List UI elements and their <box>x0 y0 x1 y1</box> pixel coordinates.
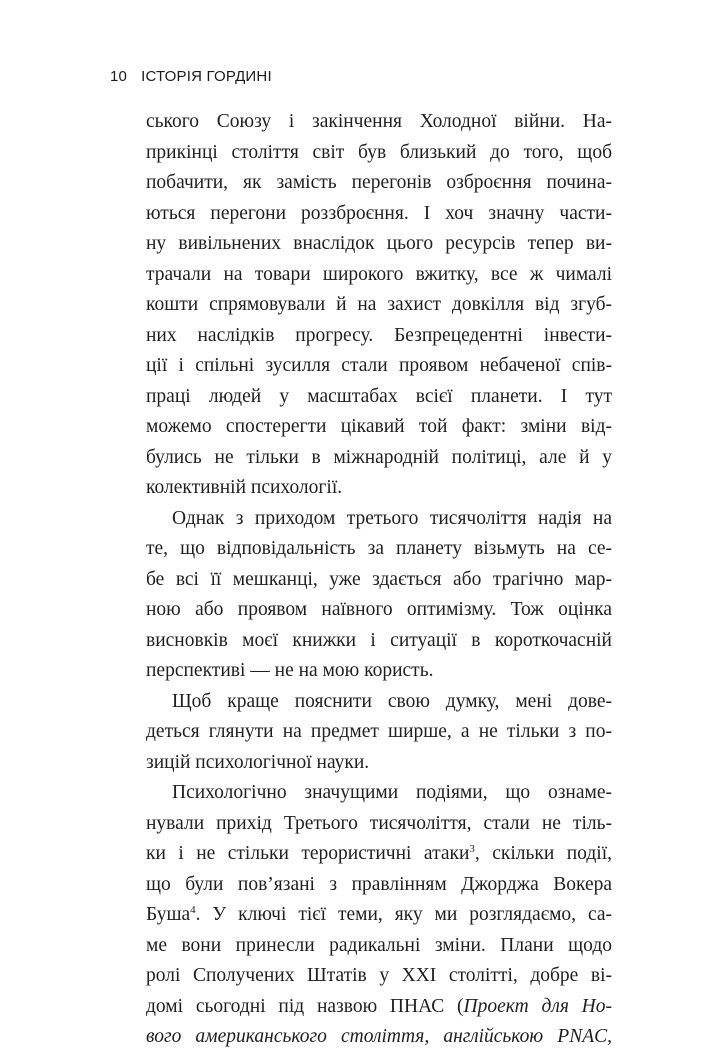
text-line: колективній психології. <box>146 477 343 498</box>
running-head <box>110 68 272 85</box>
text-line: ського Союзу і закінчення Холодної війни. На- <box>146 111 612 132</box>
page-number: 10 <box>110 68 128 85</box>
text-line: праці людей у масштабах всієї планети. І тут <box>146 385 612 407</box>
text-line-with-italic <box>146 992 612 1023</box>
text-line: побачити, як замість перегонів озброєння почина- <box>146 172 612 193</box>
text-line: булись не тільки в міжнародній політиці, але й у <box>146 446 612 468</box>
paragraph-2 <box>146 504 612 687</box>
italic-title-fragment: Проект для Но- <box>463 995 612 1017</box>
text-line-with-italic <box>146 1022 612 1053</box>
book-title: ІСТОРІЯ ГОРДИНІ <box>141 68 272 85</box>
text-fragment: . У ключі тієї теми, яку ми розглядаємо, са- <box>195 904 612 925</box>
text-line: ме вони принесли радикальні зміни. Плани щодо <box>146 934 612 956</box>
text-line-with-footnote <box>146 900 612 931</box>
paragraph-3 <box>146 687 612 779</box>
text-line: нували прихід Третього тисячоліття, стали не тіль- <box>146 812 612 834</box>
text-line: зицій психологічної науки. <box>146 751 370 773</box>
text-line: можемо спостерегти цікавий той факт: зміни від- <box>146 416 612 437</box>
text-line: Щоб краще пояснити свою думку, мені дове- <box>172 690 612 712</box>
text-line: ною або проявом наївного оптимізму. Тож оцінка <box>146 599 612 620</box>
text-line: них наслідків прогресу. Безпрецедентні інвести- <box>146 324 612 346</box>
text-fragment: ки і не стільки терористичні атаки <box>146 843 470 864</box>
paragraph-4 <box>146 778 612 1053</box>
text-line: те, що відповідальність за планету візьмуть на се- <box>146 538 612 559</box>
body-text <box>146 107 612 1053</box>
text-fragment: домі сьогодні під назвою ПНАС ( <box>146 995 464 1017</box>
paragraph-1 <box>146 107 612 504</box>
text-line: Однак з приходом третього тисячоліття надія на <box>172 507 612 529</box>
text-line: прикінці століття світ був близький до того, щоб <box>146 141 612 163</box>
text-line: деться глянути на предмет ширше, а не тільки з по- <box>146 721 612 742</box>
text-line: що були пов’язані з правлінням Джорджа Вокера <box>146 873 612 895</box>
text-fragment: , скільки події, <box>474 843 612 864</box>
italic-title-fragment: вого американського століття, англійською PNAC, <box>146 1026 612 1047</box>
text-line: трачали на товари широкого вжитку, все ж чималі <box>146 263 612 285</box>
footnote-mark[interactable]: 4 <box>190 904 196 916</box>
text-line: Психологічно значущими подіями, що ознаме- <box>172 782 612 803</box>
footnote-mark[interactable]: 3 <box>469 843 475 855</box>
text-line: перспективі — не на мою користь. <box>146 660 434 681</box>
text-line: бе всі її мешканці, уже здається або трагічно мар- <box>146 568 612 590</box>
text-line: ролі Сполучених Штатів у ХХІ столітті, добре ві- <box>146 965 612 986</box>
text-line: висновків моєї книжки і ситуації в короткочасній <box>146 629 612 651</box>
text-line-with-footnote <box>146 839 612 870</box>
text-line: ну вивільнених внаслідок цього ресурсів тепер ви- <box>146 233 612 254</box>
text-line: кошти спрямовували й на захист довкілля від згуб- <box>146 294 612 315</box>
text-fragment: Буша <box>146 904 191 925</box>
text-line: ції і спільні зусилля стали проявом небаченої спів- <box>146 355 612 376</box>
text-line: ються перегони роззброєння. І хоч значну части- <box>146 202 612 224</box>
